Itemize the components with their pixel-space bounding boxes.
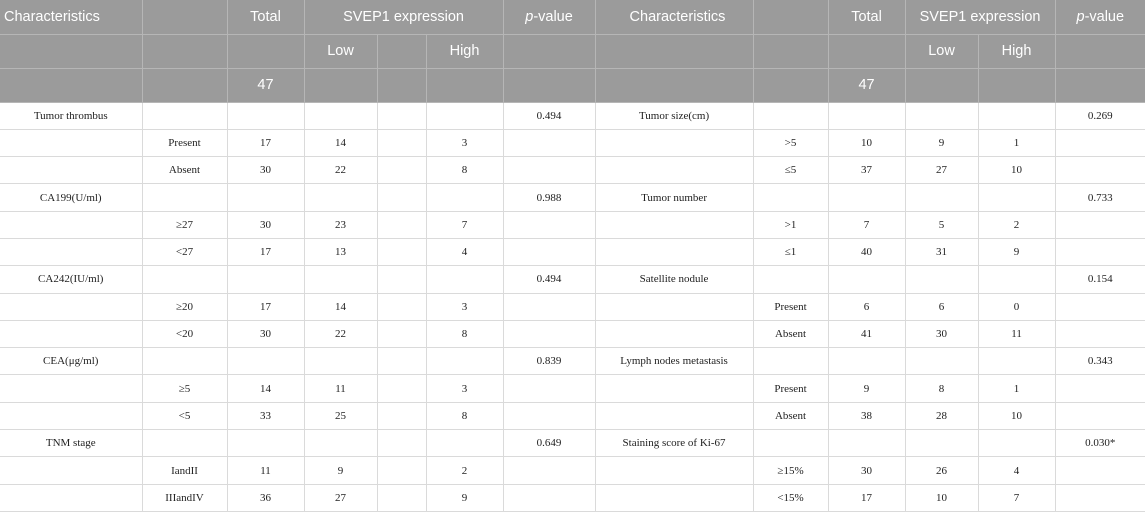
header-blank: [905, 68, 978, 102]
left-low-cell: 25: [304, 402, 377, 429]
right-high-cell: 10: [978, 402, 1055, 429]
left-spacer-cell: [377, 430, 426, 457]
left-category-cell: [142, 348, 227, 375]
left-pvalue-cell: [503, 320, 595, 347]
right-variable-cell: [595, 157, 753, 184]
header-blank: [426, 68, 503, 102]
right-high-cell: [978, 348, 1055, 375]
right-high-cell: [978, 430, 1055, 457]
right-total-cell: 9: [828, 375, 905, 402]
right-high-cell: 9: [978, 238, 1055, 265]
left-high-cell: 8: [426, 320, 503, 347]
right-low-cell: 27: [905, 157, 978, 184]
right-high-cell: [978, 266, 1055, 293]
table-row: [0, 320, 1145, 347]
right-variable-cell: [595, 457, 753, 484]
right-total-cell: 37: [828, 157, 905, 184]
header-blank: [142, 34, 227, 68]
left-category-cell: Absent: [142, 157, 227, 184]
right-low-cell: 5: [905, 211, 978, 238]
right-variable-cell: [595, 211, 753, 238]
left-pvalue-cell: 0.649: [503, 430, 595, 457]
right-category-cell: >5: [753, 129, 828, 156]
left-variable-cell: TNM stage: [0, 430, 142, 457]
right-low-cell: 31: [905, 238, 978, 265]
left-high-cell: [426, 430, 503, 457]
right-variable-cell: [595, 402, 753, 429]
header-blank: [0, 68, 142, 102]
right-total-cell: 10: [828, 129, 905, 156]
header-row-2: [0, 34, 1145, 68]
right-high-cell: 7: [978, 484, 1055, 511]
table-row: [0, 457, 1145, 484]
right-category-cell: Absent: [753, 320, 828, 347]
right-low-cell: [905, 184, 978, 211]
right-total-cell: [828, 184, 905, 211]
left-total-cell: [227, 348, 304, 375]
header-blank: [828, 34, 905, 68]
left-variable-cell: [0, 375, 142, 402]
right-variable-cell: [595, 293, 753, 320]
left-low-cell: [304, 266, 377, 293]
right-low-cell: [905, 348, 978, 375]
header-blank: [595, 34, 753, 68]
left-category-cell: ≥27: [142, 211, 227, 238]
right-low-cell: 9: [905, 129, 978, 156]
right-high-cell: [978, 184, 1055, 211]
left-total-cell: 17: [227, 129, 304, 156]
header-blank: [1055, 34, 1145, 68]
right-low-cell: [905, 102, 978, 129]
header-blank: [377, 34, 426, 68]
left-variable-cell: [0, 320, 142, 347]
header-low-right: Low: [905, 34, 978, 68]
right-pvalue-cell: 0.343: [1055, 348, 1145, 375]
left-variable-cell: [0, 402, 142, 429]
left-high-cell: 8: [426, 157, 503, 184]
left-variable-cell: [0, 484, 142, 511]
left-pvalue-cell: [503, 211, 595, 238]
header-blank: [753, 34, 828, 68]
left-category-cell: [142, 102, 227, 129]
right-variable-cell: [595, 484, 753, 511]
header-pvalue-left: [503, 0, 595, 34]
right-low-cell: 26: [905, 457, 978, 484]
left-high-cell: 3: [426, 293, 503, 320]
header-characteristics-left: Characteristics: [0, 0, 142, 34]
left-high-cell: 3: [426, 129, 503, 156]
right-total-cell: [828, 348, 905, 375]
table-row: [0, 211, 1145, 238]
right-variable-cell: Satellite nodule: [595, 266, 753, 293]
left-total-cell: [227, 184, 304, 211]
right-high-cell: 4: [978, 457, 1055, 484]
right-variable-cell: [595, 320, 753, 347]
left-pvalue-cell: 0.494: [503, 102, 595, 129]
right-total-cell: [828, 102, 905, 129]
right-pvalue-cell: [1055, 375, 1145, 402]
table-row: [0, 238, 1145, 265]
left-total-cell: [227, 430, 304, 457]
right-category-cell: ≥15%: [753, 457, 828, 484]
header-blank: [595, 68, 753, 102]
header-p-rest: -value: [533, 8, 573, 25]
left-pvalue-cell: [503, 293, 595, 320]
left-high-cell: 2: [426, 457, 503, 484]
left-low-cell: [304, 184, 377, 211]
left-variable-cell: [0, 293, 142, 320]
left-spacer-cell: [377, 102, 426, 129]
table-row: [0, 129, 1145, 156]
left-total-cell: 33: [227, 402, 304, 429]
header-p-italic: p: [1076, 8, 1085, 25]
header-blank: [304, 68, 377, 102]
left-variable-cell: Tumor thrombus: [0, 102, 142, 129]
header-blank: [753, 68, 828, 102]
left-total-cell: [227, 266, 304, 293]
left-pvalue-cell: [503, 238, 595, 265]
left-high-cell: [426, 184, 503, 211]
header-high-left: High: [426, 34, 503, 68]
right-pvalue-cell: 0.733: [1055, 184, 1145, 211]
header-n-left: 47: [227, 68, 304, 102]
header-low-left: Low: [304, 34, 377, 68]
left-pvalue-cell: [503, 484, 595, 511]
left-total-cell: 36: [227, 484, 304, 511]
left-low-cell: 27: [304, 484, 377, 511]
right-high-cell: 11: [978, 320, 1055, 347]
right-high-cell: [978, 102, 1055, 129]
left-high-cell: 8: [426, 402, 503, 429]
left-low-cell: [304, 102, 377, 129]
left-low-cell: 23: [304, 211, 377, 238]
left-variable-cell: [0, 238, 142, 265]
header-expression-right: SVEP1 expression: [905, 0, 1055, 34]
right-pvalue-cell: [1055, 320, 1145, 347]
right-total-cell: 6: [828, 293, 905, 320]
left-pvalue-cell: 0.988: [503, 184, 595, 211]
left-variable-cell: [0, 129, 142, 156]
header-expression-left: SVEP1 expression: [304, 0, 503, 34]
left-category-cell: ≥20: [142, 293, 227, 320]
left-category-cell: ≥5: [142, 375, 227, 402]
left-high-cell: 9: [426, 484, 503, 511]
right-total-cell: 40: [828, 238, 905, 265]
right-high-cell: 2: [978, 211, 1055, 238]
left-high-cell: [426, 102, 503, 129]
table-row: [0, 402, 1145, 429]
right-low-cell: 6: [905, 293, 978, 320]
left-spacer-cell: [377, 238, 426, 265]
table-row: [0, 102, 1145, 129]
left-spacer-cell: [377, 457, 426, 484]
left-high-cell: 4: [426, 238, 503, 265]
left-low-cell: 11: [304, 375, 377, 402]
right-high-cell: 1: [978, 375, 1055, 402]
left-high-cell: 7: [426, 211, 503, 238]
right-variable-cell: Tumor number: [595, 184, 753, 211]
right-variable-cell: Lymph nodes metastasis: [595, 348, 753, 375]
left-variable-cell: CA242(IU/ml): [0, 266, 142, 293]
left-pvalue-cell: [503, 129, 595, 156]
right-category-cell: >1: [753, 211, 828, 238]
left-category-cell: IIIandIV: [142, 484, 227, 511]
left-low-cell: 22: [304, 320, 377, 347]
left-spacer-cell: [377, 184, 426, 211]
right-low-cell: [905, 266, 978, 293]
left-variable-cell: [0, 211, 142, 238]
header-blank: [227, 34, 304, 68]
right-pvalue-cell: [1055, 402, 1145, 429]
left-category-cell: <20: [142, 320, 227, 347]
right-pvalue-cell: [1055, 484, 1145, 511]
right-pvalue-cell: [1055, 129, 1145, 156]
left-category-cell: Present: [142, 129, 227, 156]
header-total-right: Total: [828, 0, 905, 34]
header-blank: [0, 34, 142, 68]
header-blank: [753, 0, 828, 34]
right-total-cell: 41: [828, 320, 905, 347]
table-row: [0, 157, 1145, 184]
left-pvalue-cell: [503, 457, 595, 484]
left-total-cell: 14: [227, 375, 304, 402]
left-spacer-cell: [377, 157, 426, 184]
right-low-cell: 10: [905, 484, 978, 511]
left-total-cell: 30: [227, 320, 304, 347]
left-category-cell: [142, 266, 227, 293]
table-row: [0, 430, 1145, 457]
header-blank: [503, 34, 595, 68]
left-variable-cell: CA199(U/ml): [0, 184, 142, 211]
left-low-cell: [304, 348, 377, 375]
left-category-cell: IandII: [142, 457, 227, 484]
left-total-cell: 11: [227, 457, 304, 484]
left-total-cell: 30: [227, 211, 304, 238]
right-low-cell: 30: [905, 320, 978, 347]
table-row: [0, 266, 1145, 293]
right-total-cell: [828, 266, 905, 293]
left-pvalue-cell: 0.839: [503, 348, 595, 375]
right-low-cell: 8: [905, 375, 978, 402]
left-variable-cell: [0, 157, 142, 184]
left-spacer-cell: [377, 402, 426, 429]
header-blank: [1055, 68, 1145, 102]
right-category-cell: ≤5: [753, 157, 828, 184]
header-pvalue-right: [1055, 0, 1145, 34]
header-total-left: Total: [227, 0, 304, 34]
left-variable-cell: CEA(μg/ml): [0, 348, 142, 375]
right-total-cell: [828, 430, 905, 457]
right-pvalue-cell: [1055, 457, 1145, 484]
left-total-cell: 17: [227, 238, 304, 265]
right-pvalue-cell: [1055, 211, 1145, 238]
header-row-1: [0, 0, 1145, 34]
header-n-right: 47: [828, 68, 905, 102]
right-pvalue-cell: [1055, 293, 1145, 320]
left-category-cell: <27: [142, 238, 227, 265]
right-category-cell: Absent: [753, 402, 828, 429]
header-high-right: High: [978, 34, 1055, 68]
table-header: [0, 0, 1145, 102]
right-pvalue-cell: [1055, 238, 1145, 265]
right-variable-cell: [595, 238, 753, 265]
left-spacer-cell: [377, 375, 426, 402]
left-spacer-cell: [377, 484, 426, 511]
header-blank: [978, 68, 1055, 102]
left-low-cell: 14: [304, 293, 377, 320]
right-category-cell: Present: [753, 293, 828, 320]
header-blank: [142, 0, 227, 34]
right-category-cell: <15%: [753, 484, 828, 511]
right-pvalue-cell: 0.030*: [1055, 430, 1145, 457]
right-variable-cell: Staining score of Ki-67: [595, 430, 753, 457]
header-p-italic: p: [525, 8, 534, 25]
table-body: [0, 102, 1145, 511]
right-category-cell: ≤1: [753, 238, 828, 265]
right-low-cell: [905, 430, 978, 457]
left-low-cell: 9: [304, 457, 377, 484]
right-pvalue-cell: [1055, 157, 1145, 184]
right-variable-cell: [595, 129, 753, 156]
right-total-cell: 7: [828, 211, 905, 238]
right-variable-cell: [595, 375, 753, 402]
right-total-cell: 38: [828, 402, 905, 429]
left-low-cell: 22: [304, 157, 377, 184]
left-category-cell: <5: [142, 402, 227, 429]
left-total-cell: 30: [227, 157, 304, 184]
table-row: [0, 375, 1145, 402]
left-spacer-cell: [377, 211, 426, 238]
right-low-cell: 28: [905, 402, 978, 429]
right-pvalue-cell: 0.154: [1055, 266, 1145, 293]
left-pvalue-cell: [503, 157, 595, 184]
left-low-cell: 14: [304, 129, 377, 156]
left-spacer-cell: [377, 266, 426, 293]
right-category-cell: [753, 266, 828, 293]
header-blank: [142, 68, 227, 102]
header-characteristics-right: Characteristics: [595, 0, 753, 34]
right-total-cell: 30: [828, 457, 905, 484]
right-variable-cell: Tumor size(cm): [595, 102, 753, 129]
left-low-cell: 13: [304, 238, 377, 265]
left-pvalue-cell: 0.494: [503, 266, 595, 293]
right-category-cell: Present: [753, 375, 828, 402]
left-category-cell: [142, 430, 227, 457]
left-category-cell: [142, 184, 227, 211]
left-spacer-cell: [377, 348, 426, 375]
header-blank: [377, 68, 426, 102]
table-row: [0, 293, 1145, 320]
left-variable-cell: [0, 457, 142, 484]
left-pvalue-cell: [503, 402, 595, 429]
left-spacer-cell: [377, 320, 426, 347]
left-high-cell: [426, 348, 503, 375]
right-category-cell: [753, 102, 828, 129]
right-pvalue-cell: 0.269: [1055, 102, 1145, 129]
right-high-cell: 10: [978, 157, 1055, 184]
left-total-cell: [227, 102, 304, 129]
right-category-cell: [753, 184, 828, 211]
table-row: [0, 184, 1145, 211]
header-row-3: [0, 68, 1145, 102]
left-pvalue-cell: [503, 375, 595, 402]
left-spacer-cell: [377, 129, 426, 156]
right-category-cell: [753, 348, 828, 375]
left-low-cell: [304, 430, 377, 457]
left-high-cell: 3: [426, 375, 503, 402]
table-row: [0, 348, 1145, 375]
table-row: [0, 484, 1145, 511]
left-high-cell: [426, 266, 503, 293]
left-spacer-cell: [377, 293, 426, 320]
right-category-cell: [753, 430, 828, 457]
header-p-rest: -value: [1084, 8, 1125, 25]
right-high-cell: 0: [978, 293, 1055, 320]
header-blank: [503, 68, 595, 102]
right-total-cell: 17: [828, 484, 905, 511]
right-high-cell: 1: [978, 129, 1055, 156]
left-total-cell: 17: [227, 293, 304, 320]
